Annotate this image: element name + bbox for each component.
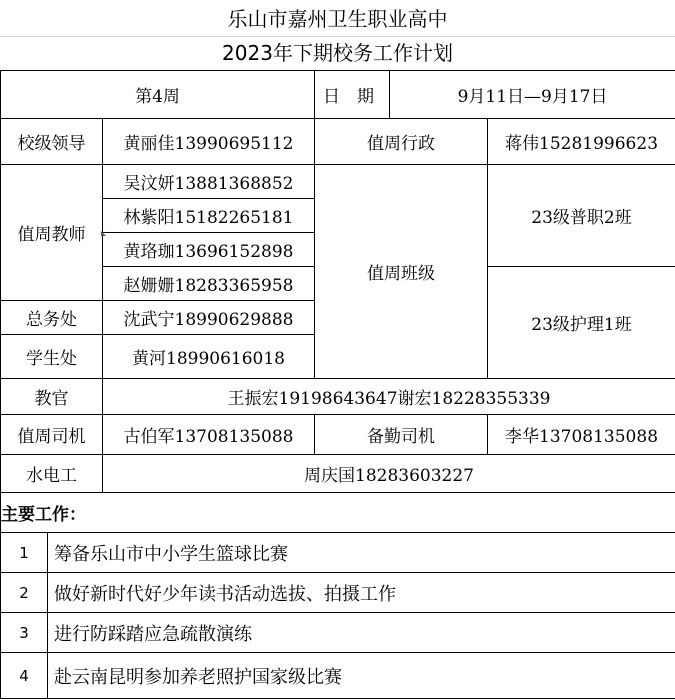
duty-admin-label: 值周行政 [315, 119, 488, 165]
date-label: 日 期 [315, 71, 390, 119]
duty-teacher-item: 赵姗姗18283365958 [103, 267, 315, 301]
instructor-value: 王振宏19198643647谢宏18228355339 [103, 379, 675, 415]
duty-class-2: 23级护理1班 [488, 267, 675, 379]
student-affairs-label: 学生处 [1, 335, 103, 379]
task-text: 筹备乐山市中小学生篮球比赛 [48, 533, 675, 573]
task-text: 赴云南昆明参加养老照护国家级比赛 [48, 653, 675, 699]
task-row [1, 613, 675, 653]
duty-teacher-item: 黄珞珈13696152898 [103, 233, 315, 267]
duty-driver-value: 古伯军13708135088 [103, 415, 315, 455]
leader-row [1, 119, 675, 165]
utilities-row [1, 455, 675, 493]
duty-teachers-label: 值周教师 [1, 165, 103, 301]
week-label: 第4周 [1, 71, 315, 119]
school-name: 乐山市嘉州卫生职业高中 [227, 7, 448, 31]
task-index: 2 [1, 573, 48, 613]
general-affairs-value: 沈武宁18990629888 [103, 301, 315, 335]
task-row [1, 653, 675, 699]
task-index: 1 [1, 533, 48, 573]
main-work-blank [103, 493, 675, 533]
schedule-table [0, 70, 675, 699]
duty-class-1: 23级普职2班 [488, 165, 675, 267]
task-row [1, 533, 675, 573]
duty-class-label: 值周班级 [315, 165, 488, 379]
standby-driver-value: 李华13708135088 [488, 415, 675, 455]
standby-driver-label: 备勤司机 [315, 415, 488, 455]
task-text: 进行防踩踏应急疏散演练 [48, 613, 675, 653]
duty-teacher-row [1, 165, 675, 199]
duty-driver-label: 值周司机 [1, 415, 103, 455]
date-range: 9月11日—9月17日 [390, 71, 675, 119]
task-row [1, 573, 675, 613]
utilities-label: 水电工 [1, 455, 103, 493]
task-index: 3 [1, 613, 48, 653]
task-index: 4 [1, 653, 48, 699]
duty-teacher-item: 林紫阳15182265181 [103, 199, 315, 233]
school-leader-value: 黄丽佳13990695112 [103, 119, 315, 165]
week-row [1, 71, 675, 119]
duty-teacher-item: 吴汶妍13881368852 [103, 165, 315, 199]
school-leader-label: 校级领导 [1, 119, 103, 165]
plan-title: 2023年下期校务工作计划 [222, 41, 453, 65]
utilities-value: 周庆国18283603227 [103, 455, 675, 493]
student-affairs-value: 黄河18990616018 [103, 335, 315, 379]
duty-admin-value: 蒋伟15281996623 [488, 119, 675, 165]
main-work-header-row [1, 493, 675, 533]
instructor-row [1, 379, 675, 415]
instructor-label: 教官 [1, 379, 103, 415]
driver-row [1, 415, 675, 455]
task-text: 做好新时代好少年读书活动选拔、拍摄工作 [48, 573, 675, 613]
main-work-label: 主要工作： [1, 493, 103, 533]
cell-comment-marker [101, 231, 106, 236]
general-affairs-label: 总务处 [1, 301, 103, 335]
